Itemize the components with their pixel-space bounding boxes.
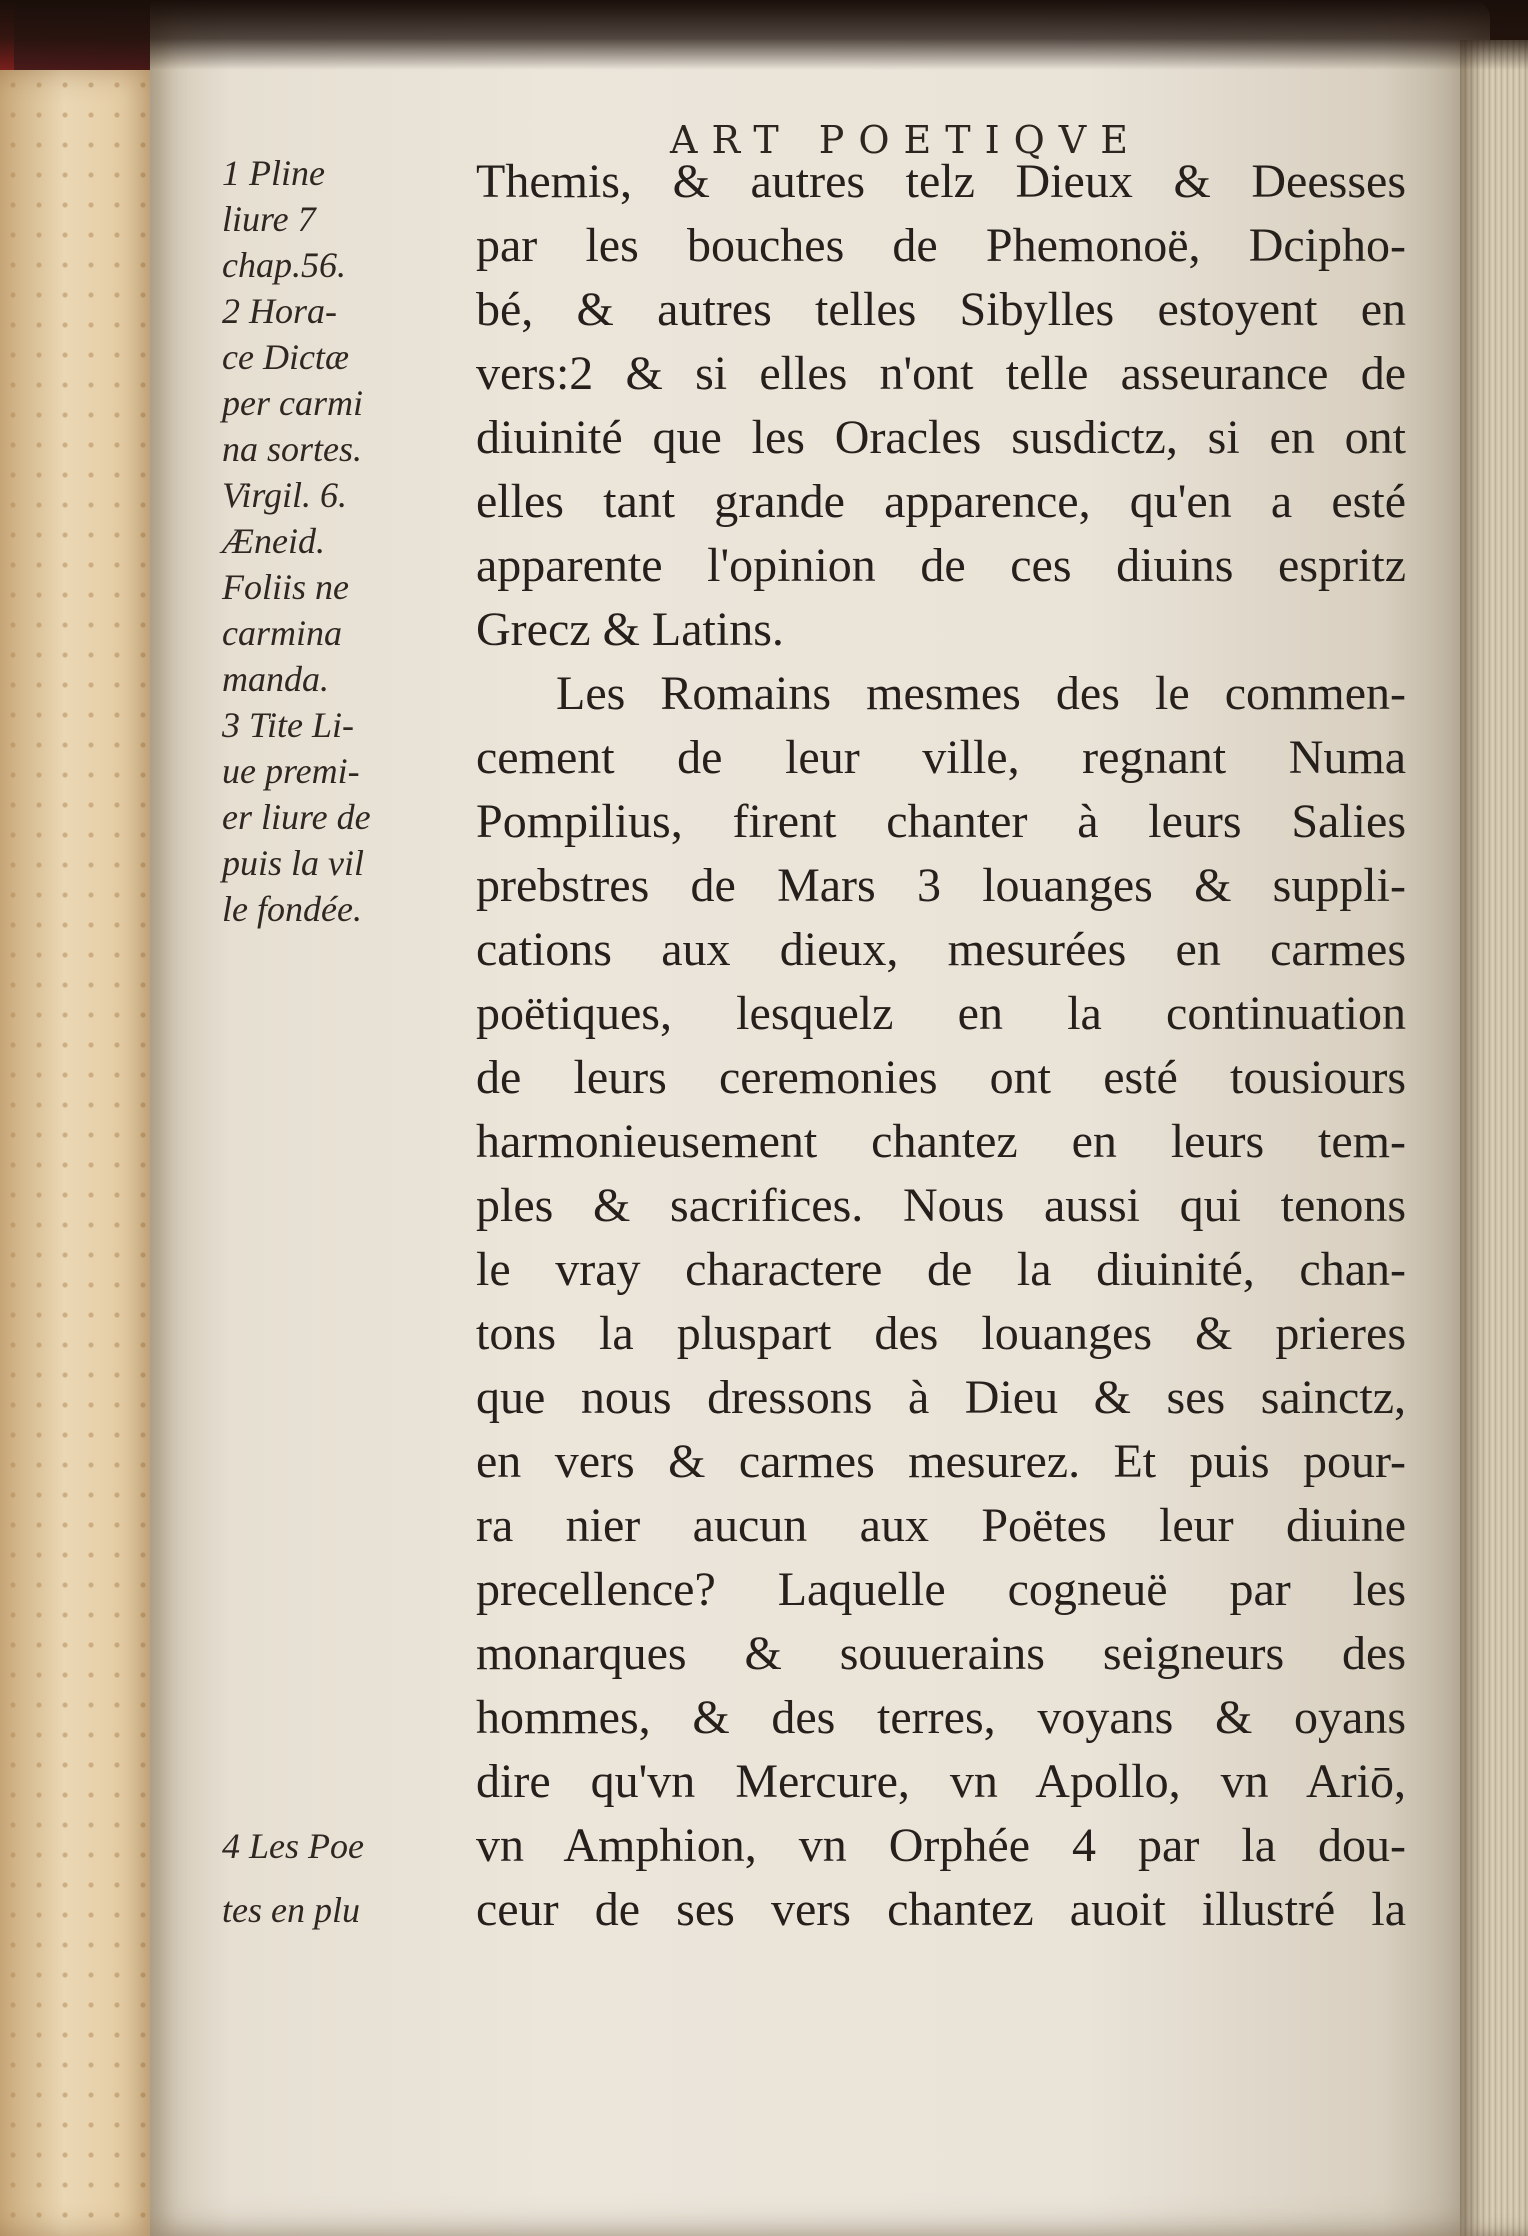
margin-notes-bottom xyxy=(222,1814,472,1942)
margin-note: puis la vil xyxy=(222,843,364,883)
text-line: tons la pluspart des louanges & prieres xyxy=(476,1307,1406,1360)
text-line: vers:2 & si elles n'ont telle asseurance de xyxy=(476,347,1406,400)
margin-note: 3 Tite Li- xyxy=(222,705,355,745)
text-line: en vers & carmes mesurez. Et puis pour- xyxy=(476,1435,1406,1488)
margin-note: liure 7 xyxy=(222,199,316,239)
margin-note: ce Dictæ xyxy=(222,337,349,377)
margin-note: chap.56. xyxy=(222,245,346,285)
margin-note: na sortes. xyxy=(222,429,363,469)
text-line: cations aux dieux, mesurées en carmes xyxy=(476,923,1406,976)
margin-note: Foliis ne xyxy=(222,567,349,607)
margin-note: tes en plu xyxy=(222,1890,360,1930)
text-line: vn Amphion, vn Orphée 4 par la dou- xyxy=(476,1819,1406,1872)
text-line: bé, & autres telles Sibylles estoyent en xyxy=(476,283,1406,336)
margin-note: ue premi- xyxy=(222,751,360,791)
margin-note: Virgil. 6. xyxy=(222,475,347,515)
running-header: ART POETIQVE xyxy=(670,118,1142,162)
margin-note: 4 Les Poe xyxy=(222,1826,364,1866)
text-line: ples & sacrifices. Nous aussi qui tenons xyxy=(476,1179,1406,1232)
text-line: Grecz & Latins. xyxy=(476,603,784,656)
margin-note: carmina xyxy=(222,613,342,653)
text-line: ceur de ses vers chantez auoit illustré la xyxy=(476,1883,1406,1936)
margin-note: 1 Pline xyxy=(222,153,325,193)
margin-note: per carmi xyxy=(222,383,363,423)
margin-note: le fondée. xyxy=(222,889,362,929)
text-line: que nous dressons à Dieu & ses sainctz, xyxy=(476,1371,1406,1424)
text-line: cement de leur ville, regnant Numa xyxy=(476,731,1406,784)
body-text xyxy=(476,150,1406,1942)
text-line: apparente l'opinion de ces diuins espritz xyxy=(476,539,1406,592)
text-line: harmonieusement chantez en leurs tem- xyxy=(476,1115,1406,1168)
text-line: le vray charactere de la diuinité, chan- xyxy=(476,1243,1406,1296)
text-line: dire qu'vn Mercure, vn Apollo, vn Ariō, xyxy=(476,1755,1406,1808)
margin-note: er liure de xyxy=(222,797,371,837)
text-line: Themis, & autres telz Dieux & Deesses xyxy=(476,155,1406,208)
text-line: hommes, & des terres, voyans & oyans xyxy=(476,1691,1406,1744)
margin-notes xyxy=(222,150,472,932)
text-line: precellence? Laquelle cogneuë par les xyxy=(476,1563,1406,1616)
text-line: poëtiques, lesquelz en la continuation xyxy=(476,987,1406,1040)
page-fore-edge xyxy=(1460,40,1528,2236)
decorated-endpaper xyxy=(0,70,160,2236)
text-line: elles tant grande apparence, qu'en a esté xyxy=(476,475,1406,528)
margin-note: Æneid. xyxy=(222,521,325,561)
text-line: de leurs ceremonies ont esté tousiours xyxy=(476,1051,1406,1104)
text-line: Les Romains mesmes des le commen- xyxy=(556,667,1406,720)
text-line: Pompilius, firent chanter à leurs Salies xyxy=(476,795,1406,848)
text-line: par les bouches de Phemonoë, Dcipho- xyxy=(476,219,1406,272)
text-line: prebstres de Mars 3 louanges & suppli- xyxy=(476,859,1406,912)
margin-note: manda. xyxy=(222,659,329,699)
text-line: monarques & souuerains seigneurs des xyxy=(476,1627,1406,1680)
text-line: diuinité que les Oracles susdictz, si en ont xyxy=(476,411,1406,464)
margin-note: 2 Hora- xyxy=(222,291,337,331)
top-shadow xyxy=(0,0,1528,70)
text-line: ra nier aucun aux Poëtes leur diuine xyxy=(476,1499,1406,1552)
